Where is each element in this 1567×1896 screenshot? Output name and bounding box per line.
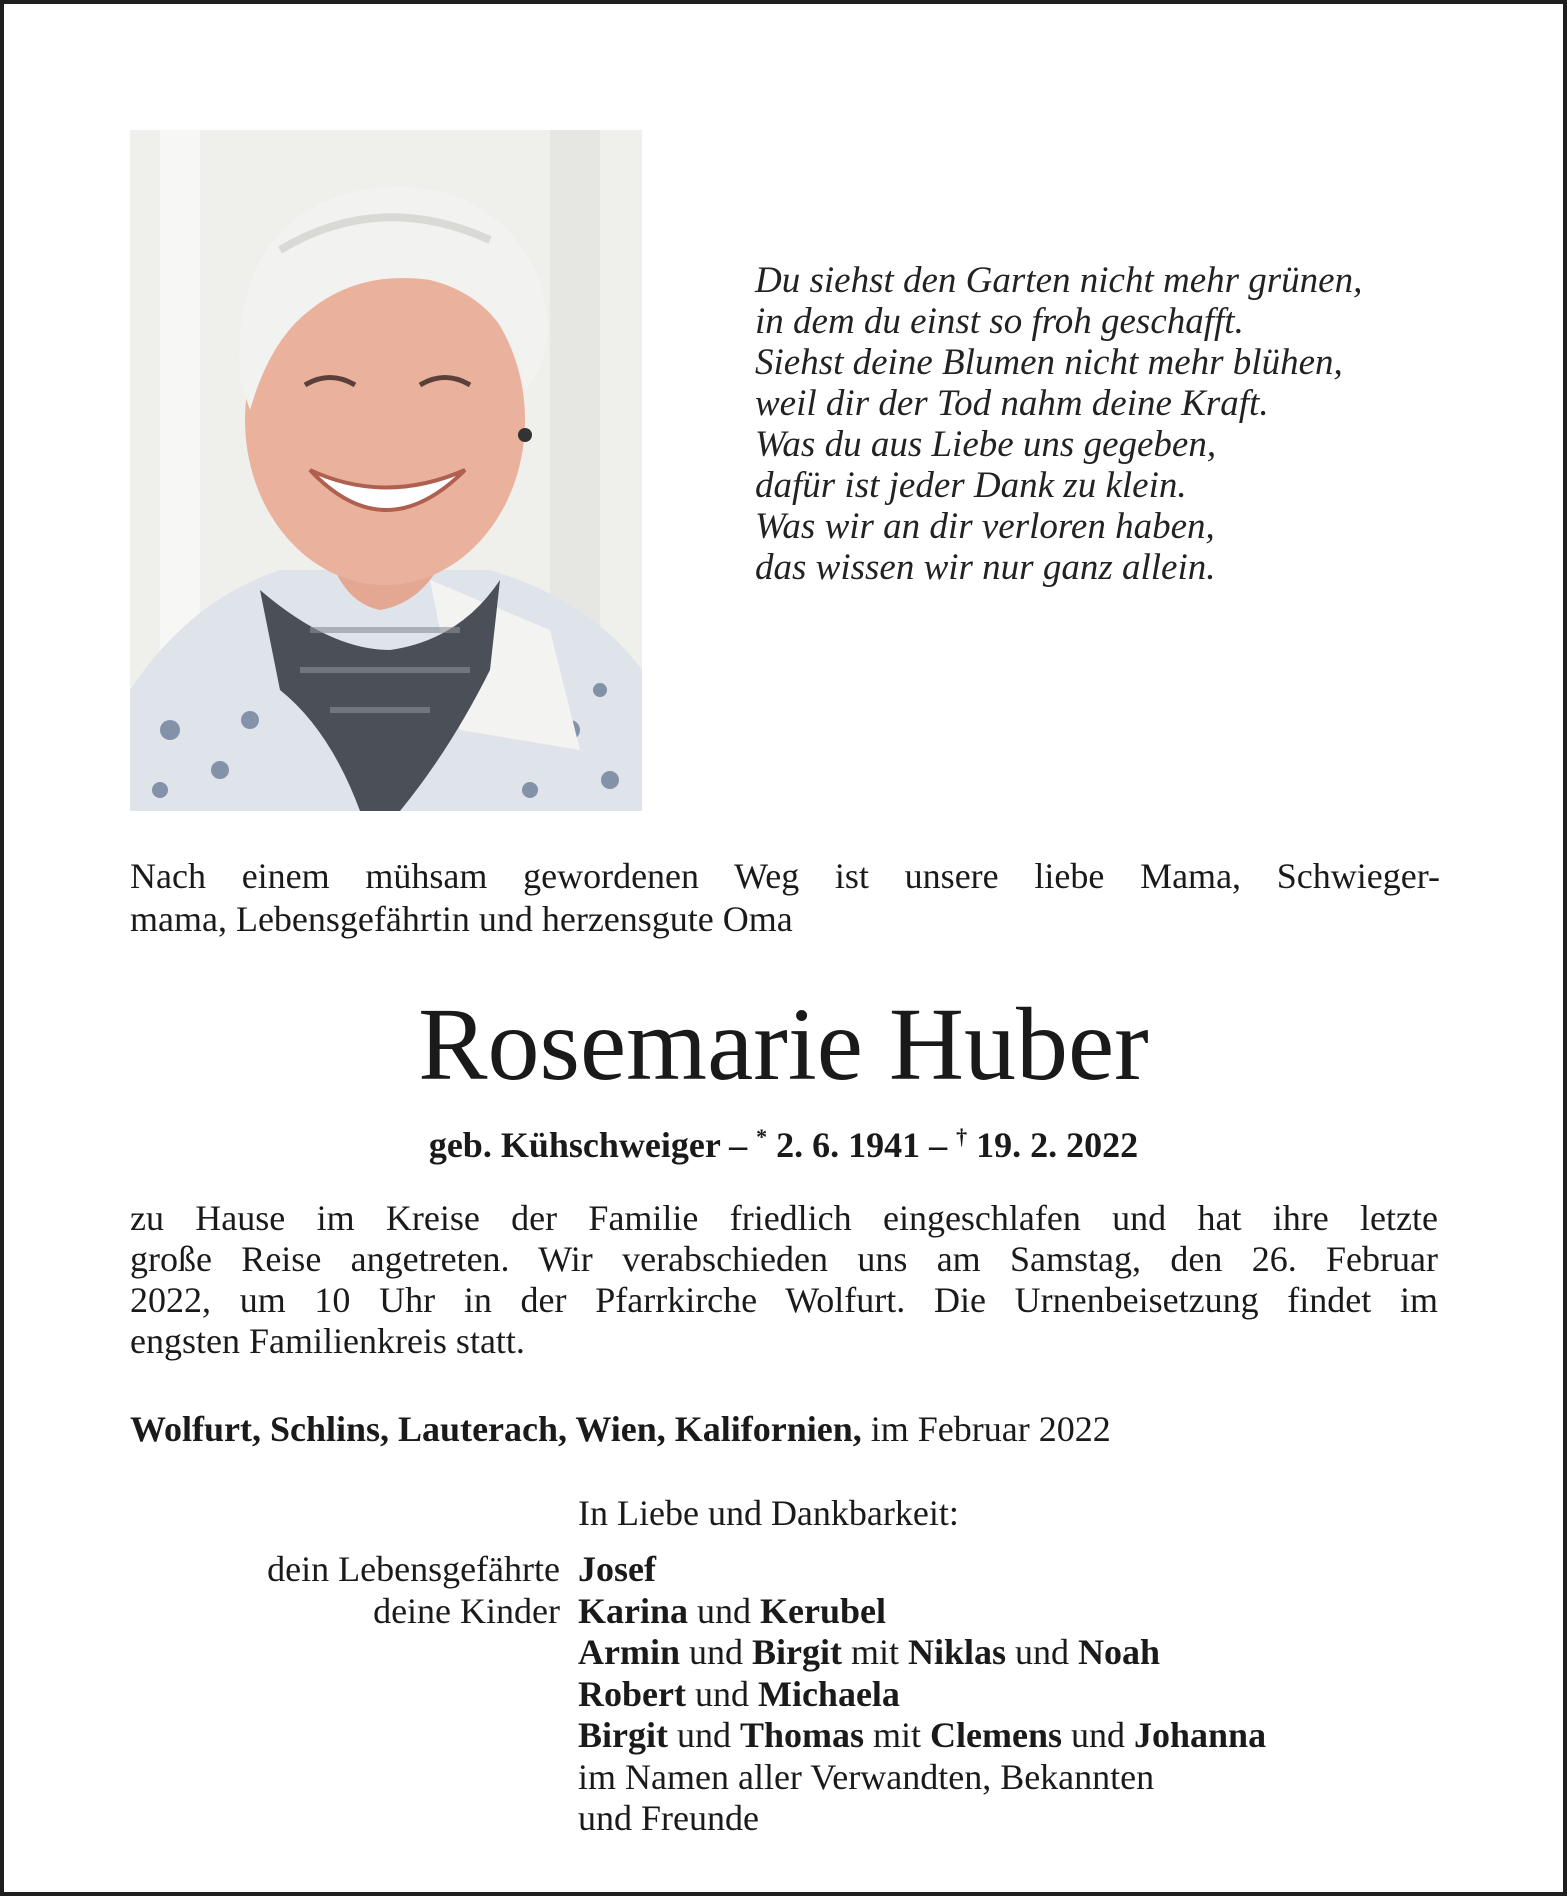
poem-line: Was wir an dir verloren haben, xyxy=(755,506,1215,547)
birth-symbol: * xyxy=(756,1124,768,1149)
mourner-name: Josef xyxy=(578,1549,656,1589)
birth-death-line xyxy=(0,1115,1567,1167)
closing-line: und Freunde xyxy=(578,1798,759,1838)
mourner-names xyxy=(578,1591,886,1633)
mourner-row xyxy=(130,1798,1450,1840)
death-symbol: † xyxy=(956,1124,968,1149)
intro-paragraph xyxy=(130,855,1440,941)
relation-label: dein Lebensgefährte xyxy=(267,1549,560,1589)
death-date: 19. 2. 2022 xyxy=(967,1125,1139,1165)
poem-line: dafür ist jeder Dank zu klein. xyxy=(755,465,1187,506)
mourner-name: Kerubel xyxy=(760,1590,886,1631)
mourner-names xyxy=(578,1549,656,1591)
mourner-name: Clemens xyxy=(930,1715,1063,1755)
body-line: engsten Familienkreis statt. xyxy=(130,1321,525,1361)
place-towns: Wolfurt, Schlins, Lauterach, Wien, Kalifornien, xyxy=(130,1409,862,1449)
relation-label-empty xyxy=(130,1798,578,1840)
relation-label-empty xyxy=(130,1715,578,1757)
poem-line: Du siehst den Garten nicht mehr grünen, xyxy=(755,260,1363,301)
deceased-name: Rosemarie Huber xyxy=(418,987,1149,1102)
connector-text: und xyxy=(667,1715,740,1755)
body-paragraph xyxy=(130,1198,1438,1362)
mourner-name: Robert xyxy=(578,1673,686,1714)
mourner-names xyxy=(578,1715,1266,1757)
relation-label: deine Kinder xyxy=(373,1590,560,1631)
portrait-photo xyxy=(130,130,642,811)
mourner-name: Karina xyxy=(578,1590,689,1631)
place-date-line xyxy=(130,1407,1111,1451)
connector-text: und xyxy=(1006,1632,1079,1672)
connector-text: mit xyxy=(841,1632,908,1672)
poem xyxy=(755,260,1362,588)
mourner-row xyxy=(130,1591,1450,1633)
mourner-row xyxy=(130,1715,1450,1757)
mourners-list xyxy=(130,1549,1450,1840)
body-line: große Reise angetreten. Wir verabschieden uns am Samstag, den 26. Februar xyxy=(130,1239,1438,1279)
mourner-name: Armin xyxy=(578,1632,680,1672)
mourner-row xyxy=(130,1674,1450,1716)
mourner-name: Johanna xyxy=(1134,1715,1267,1755)
mourner-name: Birgit xyxy=(752,1632,842,1672)
intro-line: mama, Lebensgefährtin und herzensgute Oma xyxy=(130,899,793,939)
body-line: 2022, um 10 Uhr in der Pfarrkirche Wolfurt. Die Urnenbeisetzung findet im xyxy=(130,1280,1438,1320)
mourner-row xyxy=(130,1757,1450,1799)
mourner-names xyxy=(578,1632,1160,1674)
poem-line: das wissen wir nur ganz allein. xyxy=(755,547,1216,588)
thanks-heading: In Liebe und Dankbarkeit: xyxy=(578,1493,959,1533)
mourner-name: Thomas xyxy=(739,1715,865,1755)
poem-line: Siehst deine Blumen nicht mehr blühen, xyxy=(755,342,1343,383)
mourner-name: Niklas xyxy=(908,1632,1007,1672)
poem-line: in dem du einst so froh geschafft. xyxy=(755,301,1244,342)
connector-text: und xyxy=(680,1632,752,1672)
body-line: zu Hause im Kreise der Familie friedlich eingeschlafen und hat ihre letzte xyxy=(130,1198,1438,1238)
intro-line: Nach einem mühsam gewordenen Weg ist unsere liebe Mama, Schwieger- xyxy=(130,856,1440,896)
connector-text: und xyxy=(1062,1715,1135,1755)
mourner-name: Noah xyxy=(1078,1632,1161,1672)
mourner-names xyxy=(578,1674,900,1716)
place-date: im Februar 2022 xyxy=(861,1409,1111,1449)
connector-text: und xyxy=(685,1673,758,1714)
birth-date: 2. 6. 1941 – xyxy=(767,1125,957,1165)
relation-label-empty xyxy=(130,1757,578,1799)
mourner-row xyxy=(130,1549,1450,1591)
connector-text: mit xyxy=(864,1715,931,1755)
relation-label-empty xyxy=(130,1674,578,1716)
connector-text: und xyxy=(688,1590,761,1631)
relation-label-empty xyxy=(130,1632,578,1674)
poem-line: weil dir der Tod nahm deine Kraft. xyxy=(755,383,1269,424)
mourner-name: Birgit xyxy=(578,1715,668,1755)
mourner-row xyxy=(130,1632,1450,1674)
portrait-illustration xyxy=(130,130,642,811)
poem-line: Was du aus Liebe uns gegeben, xyxy=(755,424,1217,465)
mourner-name: Michaela xyxy=(757,1673,900,1714)
closing-line: im Namen aller Verwandten, Bekannten xyxy=(578,1756,1155,1797)
maiden-name: geb. Kühschweiger – xyxy=(428,1125,757,1165)
